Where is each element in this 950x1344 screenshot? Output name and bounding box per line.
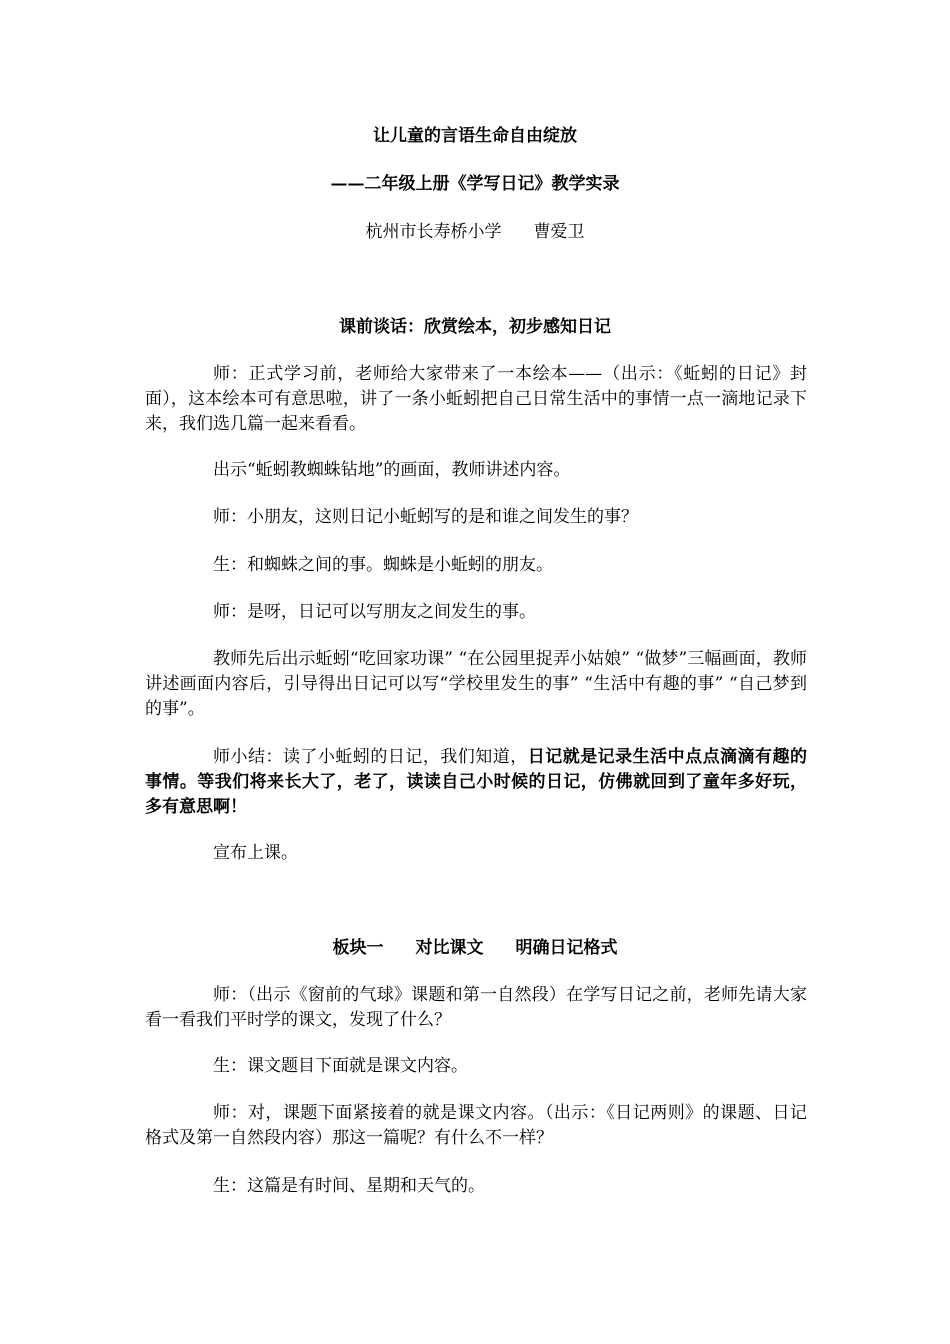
paragraph-1-2: 出示“蚯蚓教蜘蛛钻地”的画面，教师讲述内容。: [213, 460, 571, 480]
author-line: [0, 220, 950, 244]
paragraph-2-1: 师：（出示《窗前的气球》课题和第一自然段）在学写日记之前，老师先请大家看一看我们平时学的课文，发现了什么？: [145, 985, 807, 1030]
document-title: 让儿童的言语生命自由绽放: [373, 126, 577, 146]
paragraph-1-1: 师：正式学习前，老师给大家带来了一本绘本——（出示：《蚯蚓的日记》封面），这本绘本可有意思啦，讲了一条小蚯蚓把自己日常生活中的事情一点一滴地记录下来，我们选几篇一起来看看。: [145, 364, 807, 434]
block-topic: 对比课文: [415, 938, 484, 958]
paragraph-2-3: 师：对，课题下面紧接着的就是课文内容。（出示：《日记两则》的课题、日记格式及第一自然段内容）那这一篇呢？有什么不一样？: [145, 1103, 807, 1148]
paragraph-1-3: 师：小朋友，这则日记小蚯蚓写的是和谁之间发生的事？: [213, 507, 638, 527]
section-heading-block-one: [0, 936, 950, 960]
summary-emphasis: 日记就是记录生活中点点滴滴有趣的事情。等我们将来长大了，老了，读读自己小时候的日记，仿佛就回到了童年多好玩，多有意思啊！: [145, 747, 808, 817]
document-subtitle: ——二年级上册《学写日记》教学实录: [330, 174, 620, 194]
summary-lead: 师小结：读了小蚯蚓的日记，我们知道，: [213, 747, 528, 767]
paragraph-1-7-summary: [145, 745, 807, 820]
paragraph-1-4: 生：和蜘蛛之间的事。蜘蛛是小蚯蚓的朋友。: [213, 555, 553, 575]
paragraph-1-6: 教师先后出示蚯蚓“吃回家功课” “在公园里捉弄小姑娘” “做梦”三幅画面，教师讲述画面内容后，引导得出日记可以写“学校里发生的事” “生活中有趣的事” “自己梦到的事”。: [145, 649, 807, 719]
author-school: 杭州市长寿桥小学: [365, 222, 502, 242]
section-heading-pre-class: 课前谈话：欣赏绘本，初步感知日记: [339, 317, 611, 337]
paragraph-2-2: 生：课文题目下面就是课文内容。: [213, 1056, 468, 1076]
author-name: 曹爱卫: [533, 222, 585, 242]
block-goal: 明确日记格式: [515, 938, 618, 958]
paragraph-1-5: 师：是呀，日记可以写朋友之间发生的事。: [213, 602, 536, 622]
paragraph-1-8: 宣布上课。: [213, 843, 298, 863]
block-label: 板块一: [332, 938, 384, 958]
paragraph-2-4: 生：这篇是有时间、星期和天气的。: [213, 1176, 485, 1196]
